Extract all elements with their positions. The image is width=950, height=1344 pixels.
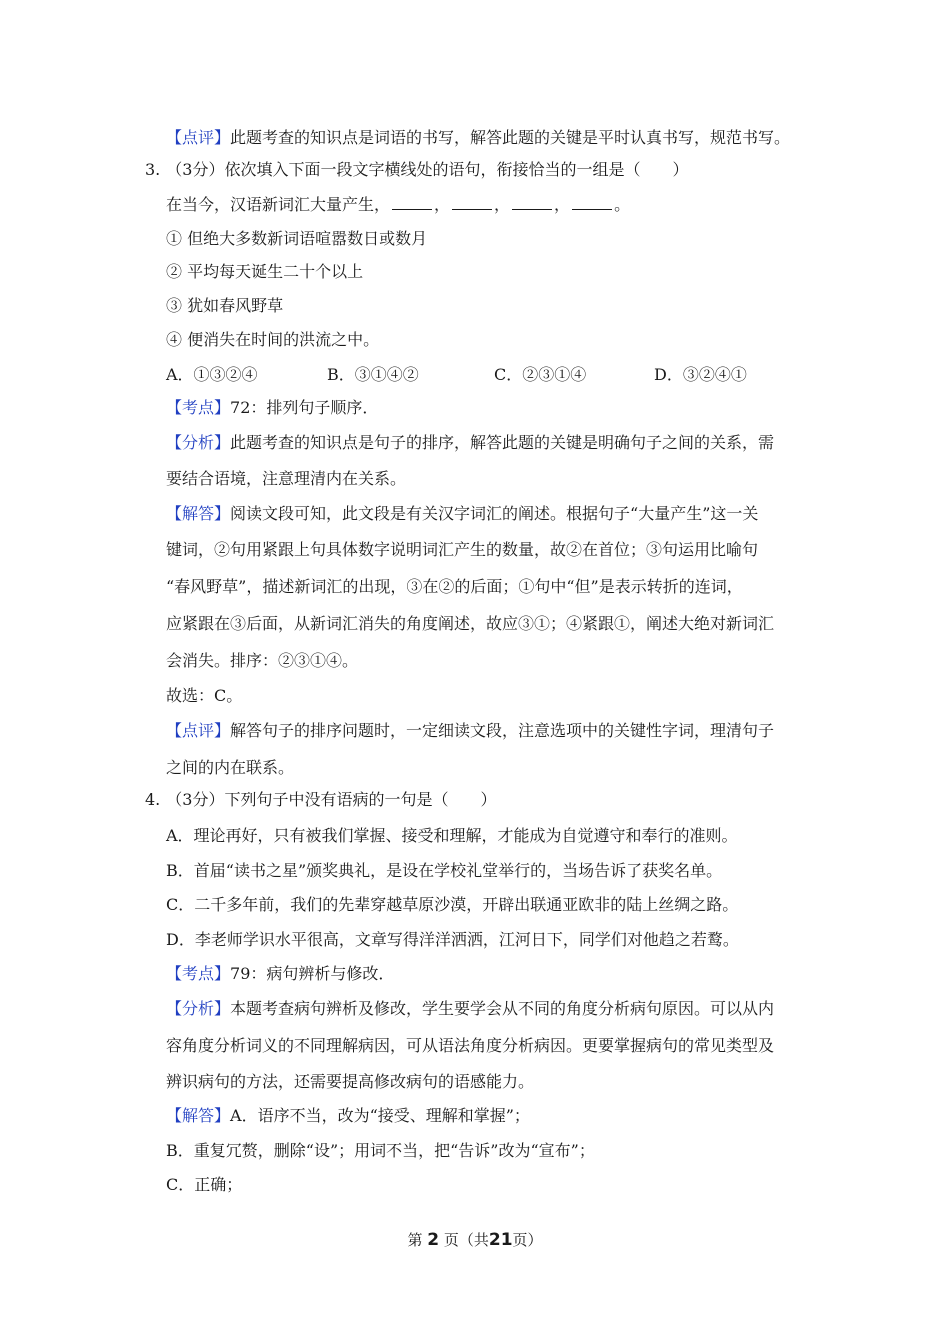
q3-option-c: C．②③①④: [494, 365, 587, 384]
comma: ，: [434, 195, 451, 214]
answer-line: 阅读文段可知，此文段是有关汉字词汇的阐述。根据句子“大量产生”这一关: [230, 504, 759, 523]
q4-option-a: A．理论再好，只有被我们掌握、接受和理解，才能成为自觉遵守和奉行的准则。: [166, 826, 738, 845]
q4-analysis-line-2: 容角度分析词义的不同理解病因，可从语法角度分析病因。更要掌握病句的常见类型及: [166, 1036, 775, 1055]
fill-blank: [572, 195, 612, 210]
question-number: 4.: [145, 790, 161, 809]
question-score: （3分）: [166, 160, 225, 179]
q4-answer: [166, 1106, 530, 1126]
answer-tag: 【解答】: [166, 1106, 231, 1125]
q4-analysis-line-3: 辨识病句的方法，还需要提高修改病句的语感能力。: [166, 1072, 535, 1091]
question-text: 依次填入下面一段文字横线处的语句，衔接恰当的一组是（ ）: [224, 160, 689, 179]
point-tag: 【考点】: [166, 398, 231, 417]
q4-answer-line-2: B．重复冗赘，删除“设”；用词不当，把“告诉”改为“宣布”；: [166, 1141, 595, 1160]
q3-item-3: ③ 犹如春风野草: [166, 296, 284, 315]
point-text: 72：排列句子顺序．: [230, 398, 379, 417]
review-text: 此题考查的知识点是词语的书写，解答此题的关键是平时认真书写，规范书写。: [230, 128, 791, 147]
page-footer: [0, 1230, 950, 1250]
point-tag: 【考点】: [166, 964, 231, 983]
analysis-tag: 【分析】: [166, 433, 231, 452]
q3-answer-line-2: 键词，②句用紧跟上句具体数字说明词汇产生的数量，故②在首位；③句运用比喻句: [166, 540, 759, 559]
footer-middle: 页（共: [443, 1231, 489, 1249]
point-text: 79：病句辨析与修改．: [230, 964, 395, 983]
q3-answer: [166, 504, 758, 524]
analysis-line: 本题考查病句辨析及修改，学生要学会从不同的角度分析病句原因。可以从内: [230, 999, 775, 1018]
q3-option-b: B．③①④②: [327, 365, 419, 384]
q4-stem: [145, 790, 496, 810]
q3-item-2: ② 平均每天诞生二十个以上: [166, 262, 364, 281]
review-tag: 【点评】: [166, 721, 231, 740]
footer-suffix: 页）: [512, 1231, 543, 1249]
fill-blank: [392, 195, 432, 210]
q4-option-b: B．首届“读书之星”颁奖典礼，是设在学校礼堂举行的，当场告诉了获奖名单。: [166, 861, 723, 880]
answer-tag: 【解答】: [166, 504, 231, 523]
q3-option-d: D．③②④①: [654, 365, 747, 384]
q3-review: [166, 721, 774, 741]
fill-blank: [512, 195, 552, 210]
page-number: 2: [427, 1230, 440, 1250]
comma: ，: [554, 195, 571, 214]
q3-analysis: [166, 433, 774, 453]
review-line: 解答句子的排序问题时，一定细读文段，注意选项中的关键性字词，理清句子: [230, 721, 775, 740]
analysis-line: 此题考查的知识点是句子的排序，解答此题的关键是明确句子之间的关系，需: [230, 433, 775, 452]
q3-point: [166, 398, 378, 418]
analysis-tag: 【分析】: [166, 999, 231, 1018]
review-tag: 【点评】: [166, 128, 231, 147]
q3-analysis-line-2: 要结合语境，注意理清内在关系。: [166, 469, 407, 488]
q3-choice: 故选：C。: [166, 686, 243, 705]
q3-review-line-2: 之间的内在联系。: [166, 758, 295, 777]
question-score: （3分）: [166, 790, 225, 809]
question-text: 下列句子中没有语病的一句是（ ）: [224, 790, 497, 809]
q3-passage: [166, 195, 630, 215]
q3-option-a: A．①③②④: [166, 365, 258, 384]
comma: ，: [494, 195, 511, 214]
total-pages: 21: [488, 1230, 513, 1250]
q3-answer-line-4: 应紧跟在③后面，从新词汇消失的角度阐述，故应③①；④紧跟①，阐述大绝对新词汇: [166, 614, 775, 633]
q3-answer-line-5: 会消失。排序：②③①④。: [166, 651, 359, 670]
answer-line: A．语序不当，改为“接受、理解和掌握”；: [230, 1106, 530, 1125]
q4-point: [166, 964, 394, 984]
q4-analysis: [166, 999, 774, 1019]
q3-answer-line-3: “春风野草”，描述新词汇的出现，③在②的后面；①句中“但”是表示转折的连词，: [166, 577, 743, 596]
period: 。: [614, 195, 631, 214]
fill-blank: [452, 195, 492, 210]
q4-answer-line-3: C．正确；: [166, 1175, 243, 1194]
q3-stem: [145, 160, 688, 180]
footer-prefix: 第: [407, 1231, 423, 1249]
q2-review: [166, 128, 790, 148]
q4-option-d: D．李老师学识水平很高，文章写得洋洋洒洒，江河日下，同学们对他趋之若鹜。: [166, 930, 739, 949]
q3-item-1: ① 但绝大多数新词语喧嚣数日或数月: [166, 229, 428, 248]
passage-prefix: 在当今，汉语新词汇大量产生，: [166, 195, 391, 214]
question-number: 3.: [145, 160, 161, 179]
q4-option-c: C．二千多年前，我们的先辈穿越草原沙漠，开辟出联通亚欧非的陆上丝绸之路。: [166, 895, 739, 914]
q3-item-4: ④ 便消失在时间的洪流之中。: [166, 330, 380, 349]
